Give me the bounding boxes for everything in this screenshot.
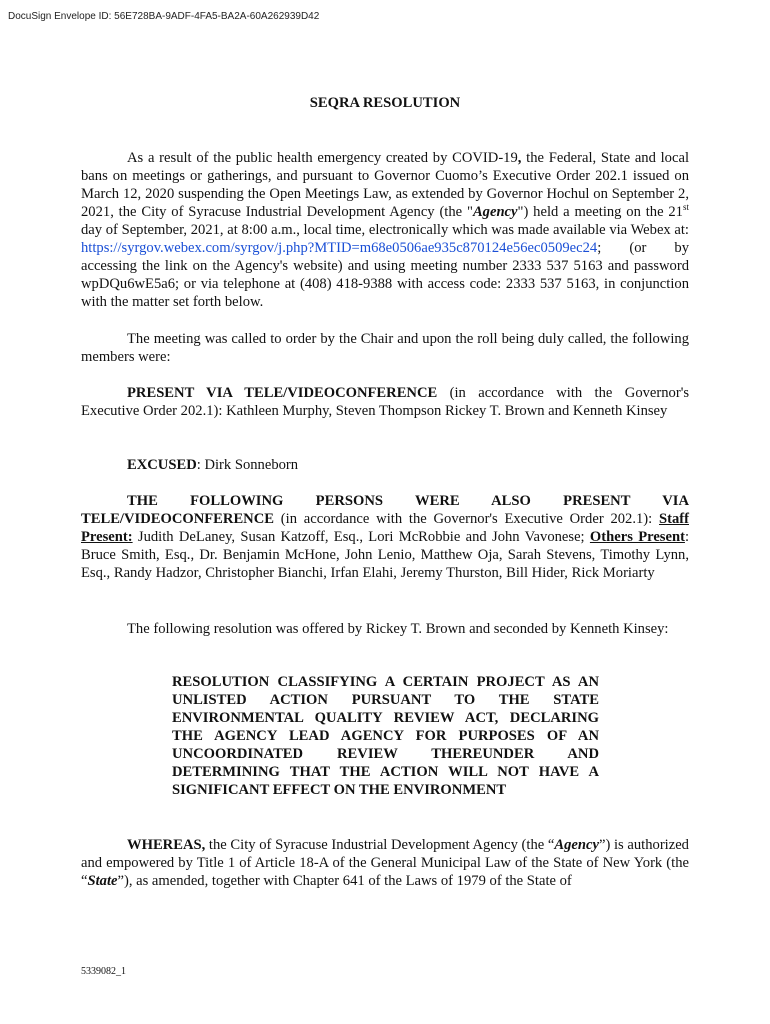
- p1-text-e: ; (or by accessing the link on the Agency's website) and using meeting number 2333 537 5163 and password wpDQu6wE5a6; or via telephone at (408) 418-9388 with access code: 2333 537 5163, in conjunction with the matter set forth below.: [81, 240, 689, 310]
- present-members-list: (in accordance with the Governor's Executive Order 202.1): Kathleen Murphy, Steven Thompson Rickey T. Brown and Kenneth Kinsey: [81, 385, 690, 419]
- resolution-offered-paragraph: The following resolution was offered by Rickey T. Brown and seconded by Kenneth Kinsey:: [127, 621, 669, 637]
- document-footer-id: 5339082_1: [81, 966, 126, 977]
- others-present-label: Others Present: [589, 529, 685, 545]
- p1-agency-term: Agency: [472, 204, 518, 220]
- p7-text-a: the City of Syracuse Industrial Development Agency (the “: [205, 837, 555, 853]
- docusign-envelope-id: DocuSign Envelope ID: 56E728BA-9ADF-4FA5-BA2A-60A262939D42: [8, 11, 320, 22]
- covid-meeting-paragraph: [81, 149, 689, 311]
- p1-text-c: ") held a meeting on the 21: [517, 204, 683, 220]
- whereas-paragraph: [81, 836, 689, 890]
- p7-agency-term: Agency: [554, 837, 599, 853]
- whereas-label: WHEREAS,: [127, 837, 206, 853]
- p1-text-d: day of September, 2021, at 8:00 a.m., local time, electronically which was made available via Webex at:: [81, 222, 689, 238]
- present-members-paragraph: [81, 384, 689, 420]
- excused-members-list: : Dirk Sonneborn: [196, 457, 299, 473]
- also-present-heading: THE FOLLOWING PERSONS WERE ALSO PRESENT VIA TELE/VIDEOCONFERENCE: [81, 493, 689, 527]
- webex-link[interactable]: https://syrgov.webex.com/syrgov/j.php?MTID=m68e0506ae935c870124e56ec0509ec24: [81, 240, 598, 256]
- also-present-note: (in accordance with the Governor's Executive Order 202.1):: [274, 511, 659, 527]
- p1-text-a: As a result of the public health emergency created by COVID-19: [127, 150, 518, 166]
- staff-present-label: Staff Present:: [81, 511, 689, 545]
- roll-call-paragraph: The meeting was called to order by the Chair and upon the roll being duly called, the following members were:: [81, 331, 689, 365]
- staff-present-list: Judith DeLaney, Susan Katzoff, Esq., Lori McRobbie and John Vavonese;: [132, 529, 590, 545]
- present-heading: PRESENT VIA TELE/VIDEOCONFERENCE: [127, 385, 438, 401]
- excused-heading: EXCUSED: [127, 457, 197, 473]
- others-present-list: : Bruce Smith, Esq., Dr. Benjamin McHone, John Lenio, Matthew Oja, Sarah Stevens, Timothy Lynn, Esq., Randy Hadzor, Christopher Bianchi, Irfan Elahi, Jeremy Thurston, Bill Hider, Rick Moriarty: [81, 529, 689, 581]
- p1-comma: ,: [517, 150, 522, 166]
- document-title: SEQRA RESOLUTION: [309, 95, 461, 111]
- p7-text-b: ”) is authorized and empowered by Title 1 of Article 18-A of the General Municipal Law of the State of New York (the “: [81, 837, 689, 889]
- also-present-paragraph: [81, 492, 689, 582]
- p7-text-c: ”), as amended, together with Chapter 641 of the Laws of 1979 of the State of: [117, 873, 572, 889]
- excused-paragraph: [81, 456, 689, 474]
- p1-text-b: the Federal, State and local bans on meetings or gatherings, and pursuant to Governor Cuomo’s Executive Order 202.1 issued on March 12, 2020 suspending the Open Meetings Law, as extended by Governor Hochul on September 2, 2021, the City of Syracuse Industrial Development Agency (the ": [81, 150, 689, 220]
- p1-ordinal-suffix: st: [682, 202, 689, 213]
- p7-state-term: State: [87, 873, 118, 889]
- resolution-title-block: RESOLUTION CLASSIFYING A CERTAIN PROJECT AS AN UNLISTED ACTION PURSUANT TO THE STATE ENVIRONMENTAL QUALITY REVIEW ACT, DECLARING THE AGENCY LEAD AGENCY FOR PURPOSES OF AN UNCOORDINATED REVIEW THEREUNDER AND DETERMINING THAT THE ACTION WILL NOT HAVE A SIGNIFICANT EFFECT ON THE ENVIRONMENT: [172, 674, 599, 798]
